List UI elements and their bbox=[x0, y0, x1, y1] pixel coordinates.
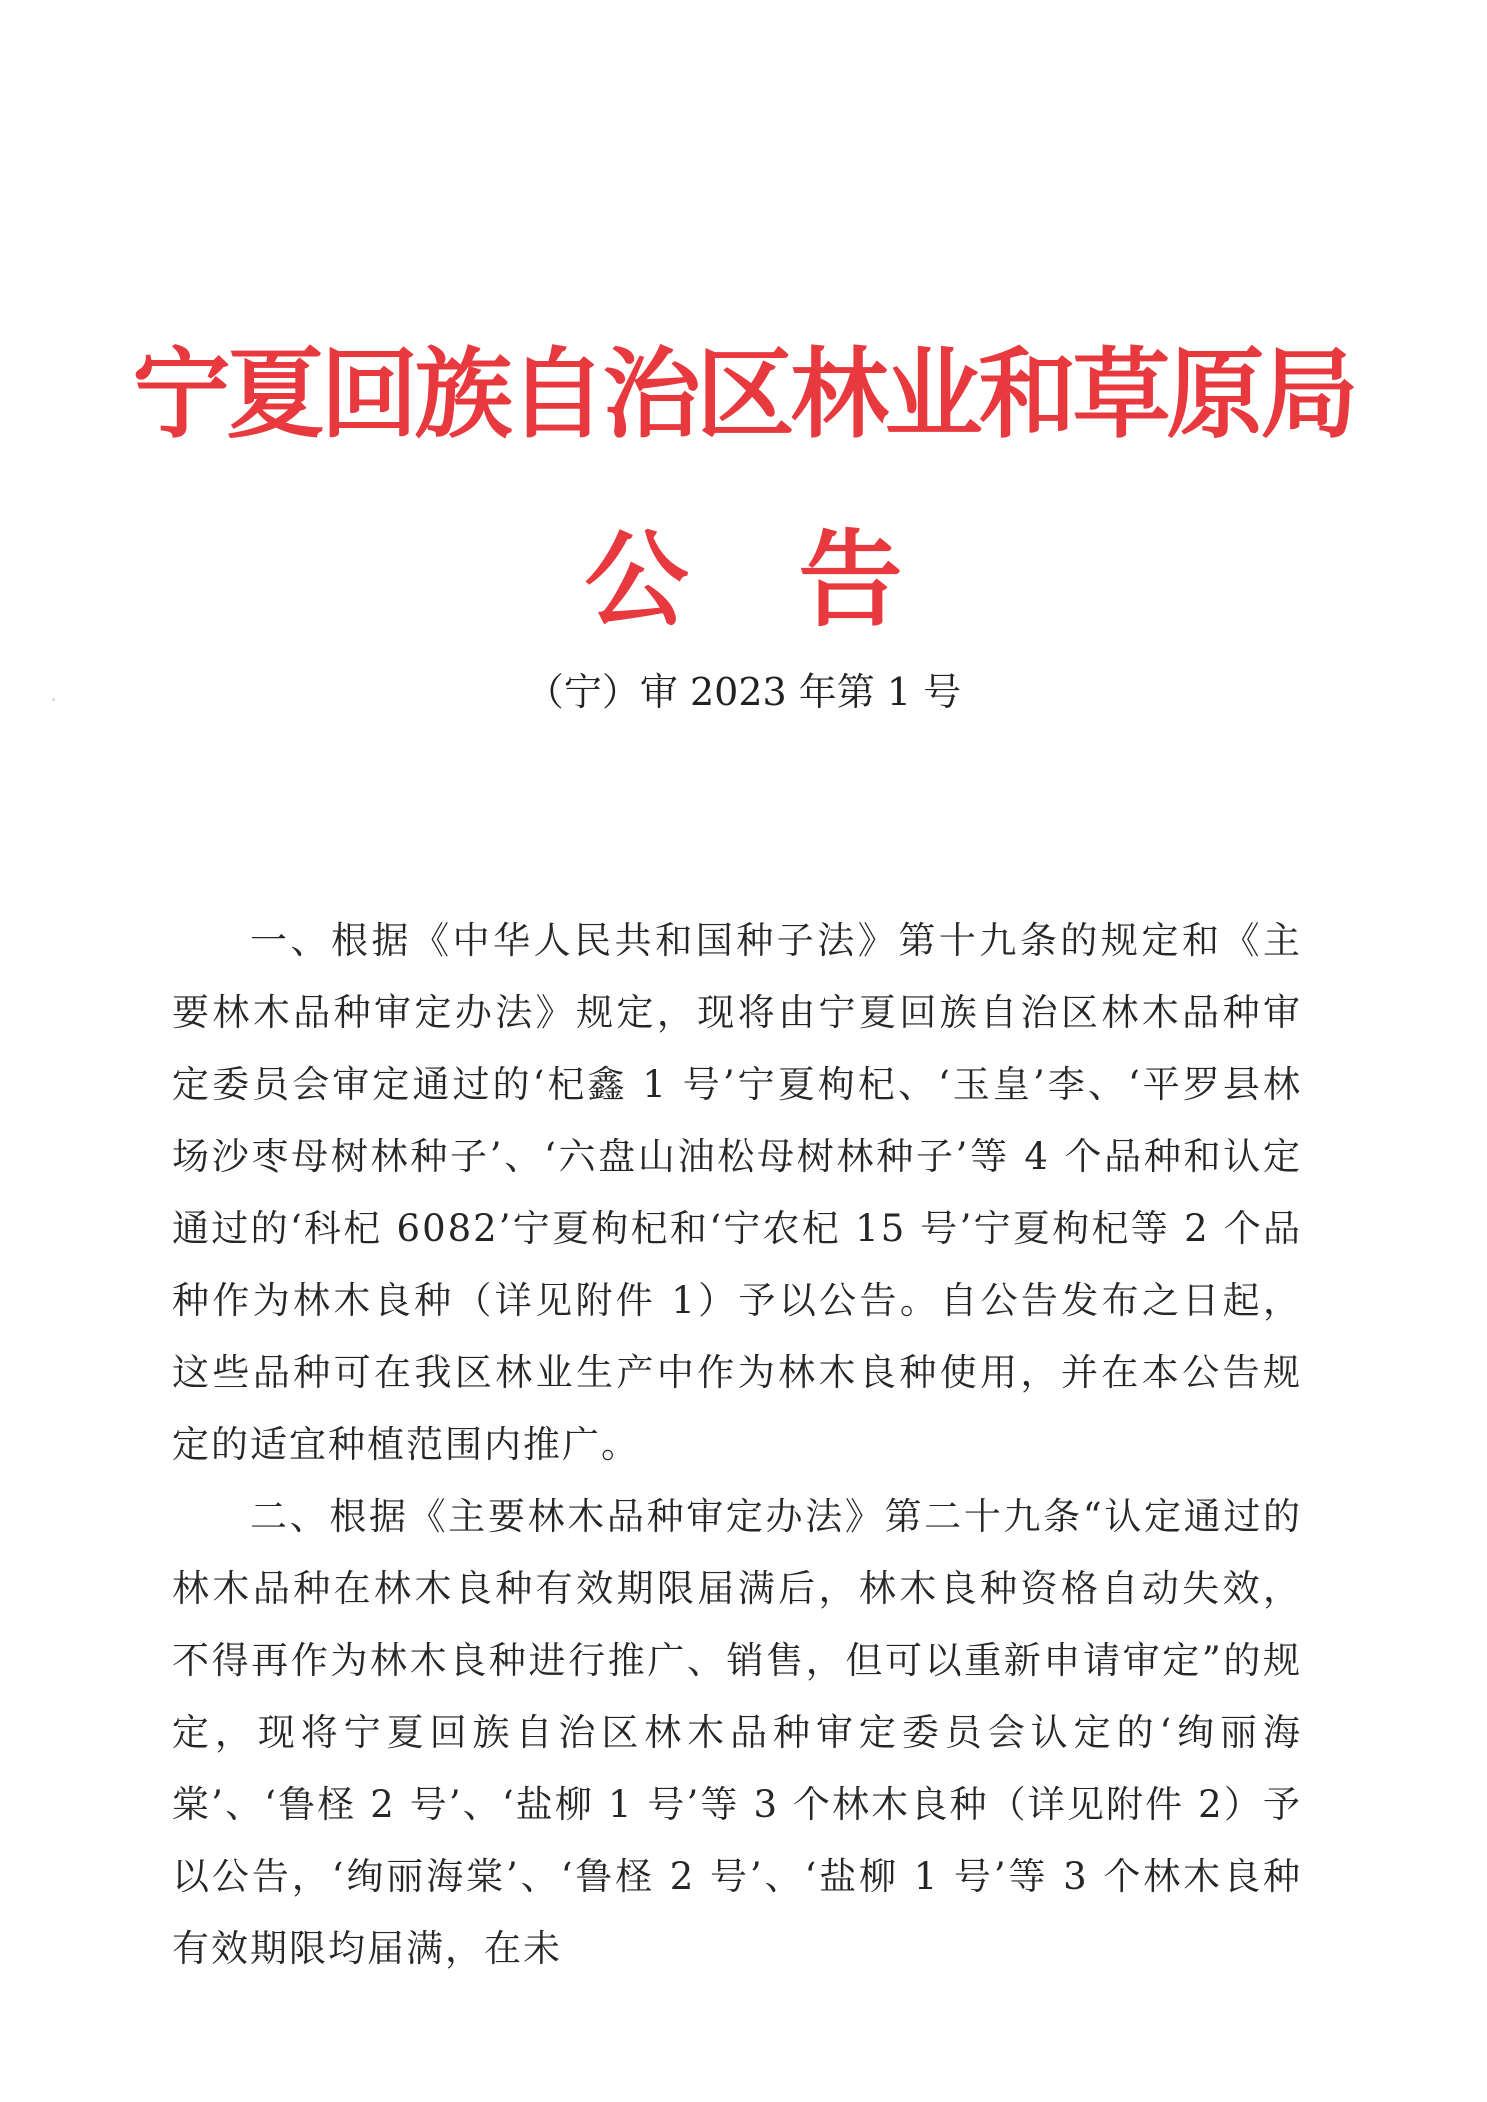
document-number: （宁）审 2023 年第 1 号 bbox=[525, 670, 962, 714]
issuer-title: 宁夏回族自治区林业和草原局 bbox=[132, 337, 1355, 452]
document-type-heading: 公告 bbox=[584, 518, 1013, 641]
paragraph-2: 二、根据《主要林木品种审定办法》第二十九条“认定通过的林木品种在林木良种有效期限届满后，林木良种资格自动失效，不得再作为林木良种进行推广、销售，但可以重新申请审定”的规定，现将宁夏回族自治区林木品种审定委员会认定的‘绚丽海棠’、‘鲁柽 2 号’、‘盐柳 1 号’等 3 个林木良种（详见附件 2）予以公告，‘绚丽海棠’、‘鲁柽 2 号’、‘盐柳 1 号’等 3 个林木良种有效期限均届满，在未 bbox=[172, 1495, 1302, 1970]
paragraph-1: 一、根据《中华人民共和国种子法》第十九条的规定和《主要林木品种审定办法》规定，现将由宁夏回族自治区林木品种审定委员会审定通过的‘杞鑫 1 号’宁夏枸杞、‘玉皇’李、‘平罗县林场沙枣母树林种子’、‘六盘山油松母树林种子’等 4 个品种和认定通过的‘科杞 6082’宁夏枸杞和‘宁农杞 15 号’宁夏枸杞等 2 个品种作为林木良种（详见附件 1）予以公告。自公告发布之日起，这些品种可在我区林业生产中作为林木良种使用，并在本公告规定的适宜种植范围内推广。 bbox=[172, 919, 1302, 1466]
announcement-body bbox=[172, 905, 1302, 1985]
